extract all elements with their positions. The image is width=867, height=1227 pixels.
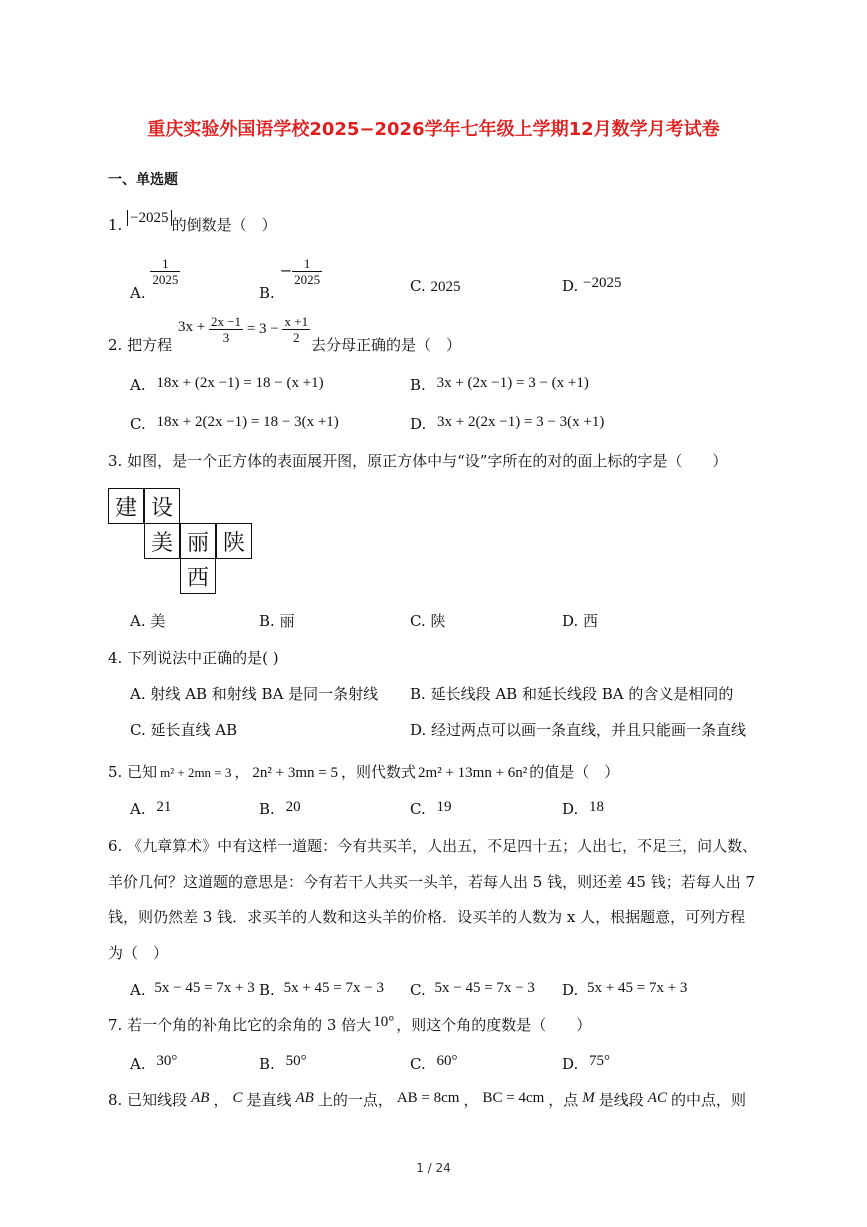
cube-face-mei: 美 bbox=[144, 523, 180, 559]
question-6-line-4: 为（ ） bbox=[108, 944, 169, 962]
question-3: 3. 如图，是一个正方体的表面展开图，原正方体中与“设”字所在的对的面上标的字是（ ） bbox=[108, 452, 728, 470]
option-b[interactable]: B. 20 bbox=[259, 799, 301, 818]
cube-face-li: 丽 bbox=[180, 523, 216, 559]
target-expression: 2m² + 13mn + 6n² bbox=[418, 765, 528, 781]
option-d[interactable]: D. 5x + 45 = 7x + 3 bbox=[562, 980, 688, 999]
option-c[interactable]: C. 60° bbox=[410, 1053, 458, 1073]
question-4: 4. 下列说法中正确的是( ) bbox=[108, 649, 279, 667]
cube-face-shaan: 陕 bbox=[216, 523, 252, 559]
question-2: 2. 把方程 bbox=[108, 336, 173, 354]
option-c[interactable]: C. 5x − 45 = 7x − 3 bbox=[410, 980, 535, 999]
option-c[interactable]: C. 19 bbox=[410, 799, 452, 818]
question-8: 8. 已知线段 AB ， C 是直线 AB 上的一点， AB = 8cm ， BC = 4cm ，点 M 是线段 AC 的中点，则 bbox=[108, 1090, 746, 1109]
section-heading: 一、单选题 bbox=[108, 172, 178, 188]
option-a[interactable]: A. 射线 AB 和射线 BA 是同一条射线 bbox=[130, 685, 379, 703]
option-b[interactable]: B. 丽 bbox=[259, 612, 295, 630]
angle-value: 10° bbox=[373, 1014, 395, 1030]
option-a[interactable]: A. $\frac{1}{2025}$ bbox=[130, 256, 179, 302]
option-c[interactable]: C. 延长直线 AB bbox=[130, 721, 238, 739]
question-7: 7. 若一个角的补角比它的余角的 3 倍大 10° ，则这个角的度数是（ ） bbox=[108, 1014, 592, 1034]
page-title: 重庆实验外国语学校2025−2026学年七年级上学期12月数学月考试卷 bbox=[147, 119, 720, 140]
cube-face-she: 设 bbox=[144, 488, 180, 524]
condition-2: 2n² + 3mn = 5 bbox=[252, 765, 339, 781]
option-c[interactable]: C. 18x + 2(2x −1) = 18 − 3(x +1) bbox=[130, 414, 339, 433]
option-a[interactable]: A. 30° bbox=[130, 1053, 178, 1073]
question-5: 5. 已知 m² + 2mn = 3 ， 2n² + 3mn = 5 ，则代数式 2m² + 13mn + 6n² 的值是（ ） bbox=[108, 763, 620, 781]
absolute-value-expression: −2025 bbox=[127, 210, 171, 226]
option-d[interactable]: D. 西 bbox=[562, 612, 599, 630]
question-6-line-3: 钱，则仍然差 3 钱．求买羊的人数和这头羊的价格．设买羊的人数为 x 人，根据题意，可列方程 bbox=[108, 908, 746, 926]
option-d[interactable]: D. 经过两点可以画一条直线，并且只能画一条直线 bbox=[410, 721, 747, 739]
question-1 bbox=[108, 210, 277, 234]
option-b[interactable]: B. 延长线段 AB 和延长线段 BA 的含义是相同的 bbox=[410, 685, 734, 703]
question-text: 的倒数是（ ） bbox=[171, 216, 277, 234]
condition-1: m² + 2mn = 3 bbox=[160, 765, 232, 780]
option-d[interactable]: D. 3x + 2(2x −1) = 3 − 3(x +1) bbox=[410, 414, 605, 433]
page-number: 1 / 24 bbox=[416, 1161, 451, 1175]
option-d[interactable]: D. 75° bbox=[562, 1053, 611, 1073]
option-a[interactable]: A. 18x + (2x −1) = 18 − (x +1) bbox=[130, 375, 324, 394]
option-c[interactable]: C. 2025 bbox=[410, 277, 461, 295]
option-d[interactable]: D. −2025 bbox=[562, 275, 622, 295]
option-b[interactable]: B. 5x + 45 = 7x − 3 bbox=[259, 980, 384, 999]
question-6-line-1: 6. 《九章算术》中有这样一道题：今有共买羊，人出五，不足四十五；人出七，不足三，问人数、 bbox=[108, 837, 758, 855]
option-b-fraction: $\frac{1}{2025}$ bbox=[294, 256, 321, 287]
option-a[interactable]: A. 21 bbox=[130, 799, 172, 818]
cube-face-jian: 建 bbox=[108, 488, 144, 524]
cube-face-xi: 西 bbox=[180, 558, 216, 594]
option-b[interactable]: B. 50° bbox=[259, 1053, 307, 1073]
question-6-line-2: 羊价几何？这道题的意思是：今有若干人共买一头羊，若每人出 5 钱，则还差 45 钱；若每人出 7 bbox=[108, 873, 756, 891]
option-b[interactable]: B. − $\frac{1}{2025}$ bbox=[259, 256, 321, 302]
option-a[interactable]: A. 5x − 45 = 7x + 3 bbox=[130, 980, 255, 999]
question-number: 1. bbox=[108, 216, 123, 234]
question-2-equation: 3x + $\frac{2x -1}{3}$ = 3 − $\frac{x +1}{2}$ bbox=[178, 314, 309, 345]
option-a-fraction: $\frac{1}{2025}$ bbox=[152, 256, 179, 287]
option-c[interactable]: C. 陕 bbox=[410, 612, 446, 630]
option-b[interactable]: B. 3x + (2x −1) = 3 − (x +1) bbox=[410, 375, 589, 394]
option-a[interactable]: A. 美 bbox=[130, 612, 166, 630]
question-text: 去分母正确的是（ ） bbox=[311, 336, 462, 354]
option-d[interactable]: D. 18 bbox=[562, 799, 605, 818]
